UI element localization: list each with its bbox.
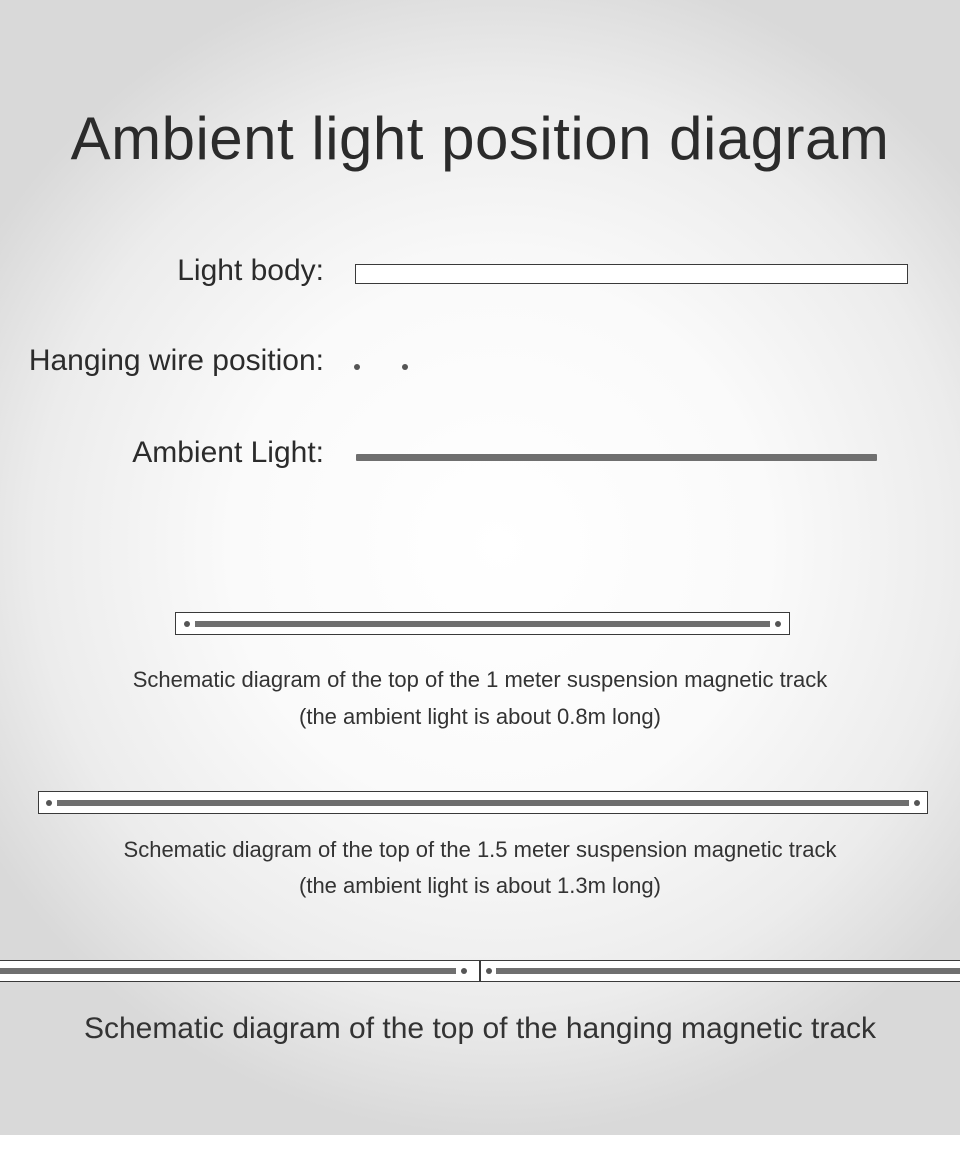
wire-dot xyxy=(486,968,492,974)
ambient-light-bar xyxy=(195,621,770,627)
legend-ambient-light-symbol xyxy=(356,454,877,461)
legend-wire-dot xyxy=(402,364,408,370)
caption-hanging-title: Schematic diagram of the top of the hanging magnetic track xyxy=(83,1012,877,1045)
ambient-light-bar xyxy=(57,800,909,806)
legend-label-light-body: Light body: xyxy=(177,254,324,287)
caption-1-5m-title: Schematic diagram of the top of the 1.5 meter suspension magnetic track xyxy=(123,837,837,862)
wire-dot xyxy=(46,800,52,806)
track-1m xyxy=(175,612,790,635)
wire-dot xyxy=(775,621,781,627)
legend-label-ambient-light: Ambient Light: xyxy=(132,436,324,469)
page-title: Ambient light position diagram xyxy=(70,105,890,172)
caption-1m-note: (the ambient light is about 0.8m long) xyxy=(299,704,661,729)
track-1-5m xyxy=(38,791,928,814)
wire-dot xyxy=(461,968,467,974)
wire-dot xyxy=(914,800,920,806)
legend-label-hanging-wire: Hanging wire position: xyxy=(28,344,324,377)
caption-1-5m-note: (the ambient light is about 1.3m long) xyxy=(299,873,661,898)
legend-wire-dot xyxy=(354,364,360,370)
legend-light-body-symbol xyxy=(355,264,908,284)
wire-dot xyxy=(184,621,190,627)
track-joint xyxy=(479,960,481,982)
ambient-light-bar xyxy=(496,968,960,974)
ambient-light-bar xyxy=(0,968,456,974)
caption-1m-title: Schematic diagram of the top of the 1 meter suspension magnetic track xyxy=(132,667,828,692)
